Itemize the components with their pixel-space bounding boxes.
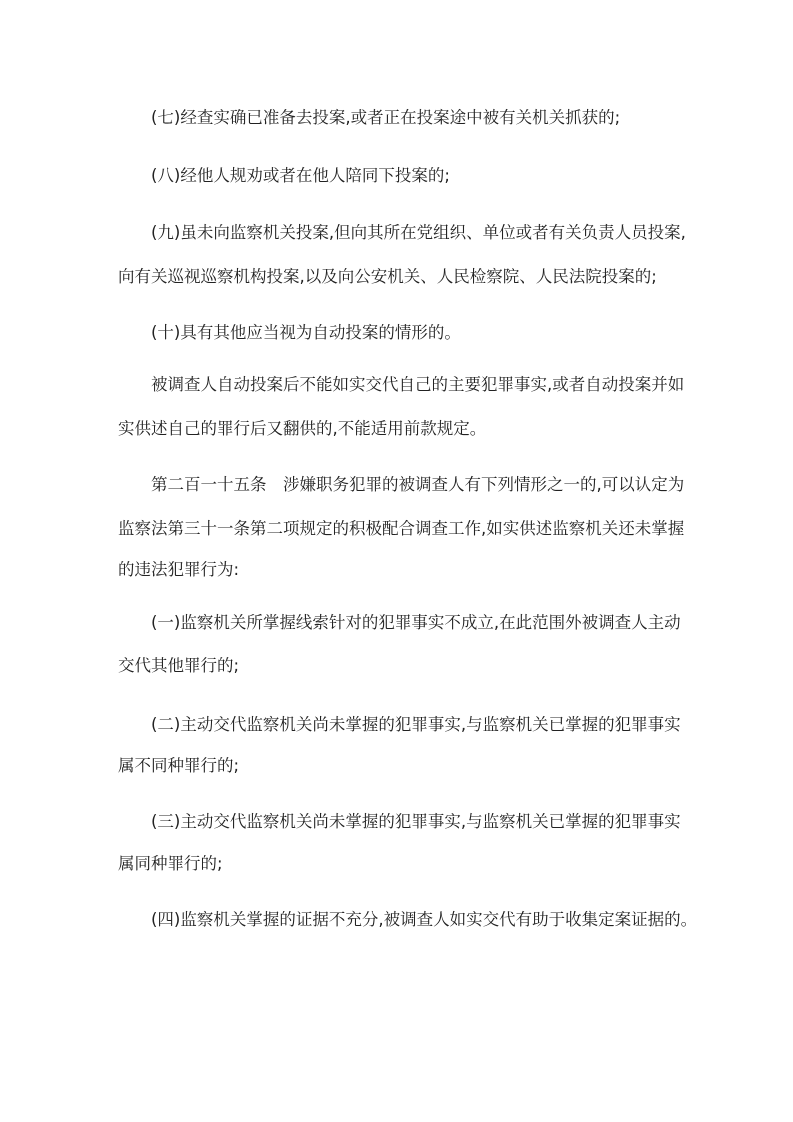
paragraph-item-9-line-2: 向有关巡视巡察机构投案,以及向公安机关、人民检察院、人民法院投案的;: [118, 267, 657, 286]
article-215-line-2: 监察法第三十一条第二项规定的积极配合调查工作,如实供述监察机关还未掌握: [118, 519, 685, 538]
article-215-line-1: 第二百一十五条 涉嫌职务犯罪的被调查人有下列情形之一的,可以认定为: [151, 475, 685, 494]
paragraph-item-8: (八)经他人规劝或者在他人陪同下投案的;: [151, 166, 450, 185]
paragraph-item-7: (七)经查实确已准备去投案,或者正在投案途中被有关机关抓获的;: [151, 108, 621, 127]
article-215-line-3: 的违法犯罪行为:: [118, 560, 240, 579]
article-215-item-4: (四)监察机关掌握的证据不充分,被调查人如实交代有助于收集定案证据的。: [151, 910, 698, 929]
article-215-item-2-line-2: 属不同种罪行的;: [118, 756, 240, 775]
paragraph-self-surrender-line-2: 实供述自己的罪行后又翻供的,不能适用前款规定。: [118, 419, 487, 438]
paragraph-item-10: (十)具有其他应当视为自动投案的情形的。: [151, 323, 461, 342]
article-215-item-2-line-1: (二)主动交代监察机关尚未掌握的犯罪事实,与监察机关已掌握的犯罪事实: [151, 715, 681, 734]
paragraph-item-9-line-1: (九)虽未向监察机关投案,但向其所在党组织、单位或者有关负责人员投案,: [151, 223, 686, 242]
paragraph-self-surrender-line-1: 被调查人自动投案后不能如实交代自己的主要犯罪事实,或者自动投案并如: [151, 375, 685, 394]
article-215-item-3-line-1: (三)主动交代监察机关尚未掌握的犯罪事实,与监察机关已掌握的犯罪事实: [151, 812, 681, 831]
article-215-item-1-line-2: 交代其他罪行的;: [118, 656, 240, 675]
article-215-item-3-line-2: 属同种罪行的;: [118, 854, 223, 873]
article-215-item-1-line-1: (一)监察机关所掌握线索针对的犯罪事实不成立,在此范围外被调查人主动: [151, 613, 681, 632]
